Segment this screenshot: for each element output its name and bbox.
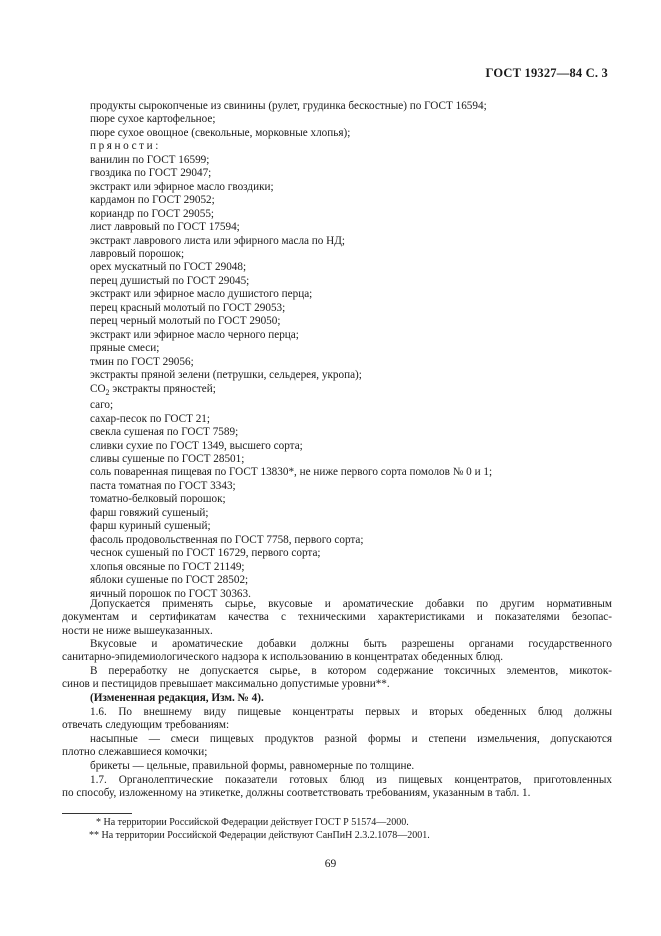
page-number: 69: [324, 858, 337, 870]
co2-suffix: экстракты пряностей;: [109, 382, 216, 395]
list-item: ванилин по ГОСТ 16599;: [90, 153, 210, 166]
list-item: пюре сухое картофельное;: [90, 113, 216, 126]
list-item: сахар-песок по ГОСТ 21;: [90, 412, 210, 425]
footnote-2: ** На территории Российской Федерации действуют СанПиН 2.3.2.1078—2001.: [89, 830, 430, 841]
list-item-co2: [90, 383, 610, 400]
paragraph-line: 1.6. По внешнему виду пищевые концентраты первых и вторых обеденных блюд должны: [90, 706, 612, 718]
list-item: саго;: [90, 399, 114, 412]
paragraph-line: отвечать следующим требованиям:: [62, 719, 230, 732]
list-item: экстракты пряной зелени (петрушки, сельдерея, укропа);: [90, 369, 362, 382]
list-item: продукты сырокопченые из свинины (рулет, грудинка бескостные) по ГОСТ 16594;: [90, 100, 487, 112]
list-item: лавровый порошок;: [90, 247, 185, 260]
paragraph-section-1-6: [62, 706, 612, 733]
paragraph-additives-approval: [62, 638, 612, 665]
document-header: ГОСТ 19327—84 С. 3: [485, 66, 608, 80]
list-item: кардамон по ГОСТ 29052;: [90, 194, 215, 207]
list-item: яичный порошок по ГОСТ 30363.: [90, 587, 251, 600]
list-item: сливы сушеные по ГОСТ 28501;: [90, 453, 245, 466]
footnote-1: * На территории Российской Федерации действует ГОСТ Р 51574—2000.: [96, 817, 409, 828]
paragraph-briquette-requirements: [62, 760, 612, 773]
list-item: хлопья овсяные по ГОСТ 21149;: [90, 560, 245, 573]
list-item: орех мускатный по ГОСТ 29048;: [90, 261, 247, 274]
paragraph-line: по способу, изложенному на этикетке, должны соответствовать требованиям, указанным в табл. 1.: [62, 787, 531, 800]
list-item: яблоки сушеные по ГОСТ 28502;: [90, 574, 249, 587]
list-item: томатно-белковый порошок;: [90, 493, 226, 506]
paragraph-line: Допускается применять сырье, вкусовые и ароматические добавки по другим нормативным: [90, 598, 612, 610]
list-item: тмин по ГОСТ 29056;: [90, 355, 194, 368]
list-item: пюре сухое овощное (свекольные, морковные хлопья);: [90, 126, 351, 139]
paragraph-line: В переработку не допускается сырье, в котором содержание токсичных элементов, микоток-: [90, 665, 612, 677]
list-item: свекла сушеная по ГОСТ 7589;: [90, 426, 239, 439]
list-item: фарш говяжий сушеный;: [90, 506, 209, 519]
paragraph-toxic-elements: [62, 665, 612, 692]
paragraph-line: синов и пестицидов превышает максимально допустимые уровни**.: [62, 678, 390, 691]
paragraph-line: ности не ниже вышеуказанных.: [62, 624, 213, 637]
list-item: пряные смеси;: [90, 342, 160, 355]
paragraph-line: брикеты — цельные, правильной формы, равномерные по толщине.: [90, 760, 415, 772]
list-item: перец красный молотый по ГОСТ 29053;: [90, 301, 286, 314]
list-item: перец душистый по ГОСТ 29045;: [90, 274, 250, 287]
list-item: лист лавровый по ГОСТ 17594;: [90, 221, 240, 234]
list-item: сливки сухие по ГОСТ 1349, высшего сорта;: [90, 439, 303, 452]
paragraph-line: Вкусовые и ароматические добавки должны быть разрешены органами государственного: [90, 638, 612, 650]
list-item: фарш куриный сушеный;: [90, 520, 211, 533]
list-item: гвоздика по ГОСТ 29047;: [90, 167, 212, 180]
list-item: чеснок сушеный по ГОСТ 16729, первого сорта;: [90, 547, 321, 560]
footnote-separator: [62, 813, 132, 814]
list-item: экстракт или эфирное масло гвоздики;: [90, 180, 274, 193]
list-item: экстракт или эфирное масло душистого перца;: [90, 288, 313, 301]
paragraph-bulk-requirements: [62, 733, 612, 760]
paragraph-section-1-7: [62, 774, 612, 801]
list-item-spices-heading: пряности:: [90, 140, 161, 153]
co2-prefix: CO: [90, 382, 106, 395]
co2-subscript: 2: [105, 387, 110, 397]
list-item: перец черный молотый по ГОСТ 29050;: [90, 315, 281, 328]
list-item: соль поваренная пищевая по ГОСТ 13830*, не ниже первого сорта помолов № 0 и 1;: [90, 466, 493, 479]
list-item: экстракт лаврового листа или эфирного масла по НД;: [90, 234, 346, 247]
paragraph-line: 1.7. Органолептические показатели готовых блюд из пищевых концентратов, приготовленных: [90, 774, 612, 786]
paragraph-line: насыпные — смеси пищевых продуктов разной формы и степени измельчения, допускаются: [90, 733, 612, 745]
list-item: экстракт или эфирное масло черного перца;: [90, 328, 299, 341]
paragraph-line: санитарно-эпидемиологического надзора к использованию в концентратах обеденных блюд.: [62, 651, 504, 664]
list-item: фасоль продовольственная по ГОСТ 7758, первого сорта;: [90, 533, 364, 546]
list-item: паста томатная по ГОСТ 3343;: [90, 479, 236, 492]
amendment-note: (Измененная редакция, Изм. № 4).: [90, 692, 264, 704]
ingredient-list: [90, 100, 610, 601]
paragraph-alternative-raw-materials: [62, 598, 612, 638]
paragraph-line: документам и сертификатам качества с техническими характеристиками и показателями безопас-: [62, 611, 612, 624]
list-item: кориандр по ГОСТ 29055;: [90, 207, 215, 220]
paragraph-line: плотно слежавшиеся комочки;: [62, 746, 208, 759]
